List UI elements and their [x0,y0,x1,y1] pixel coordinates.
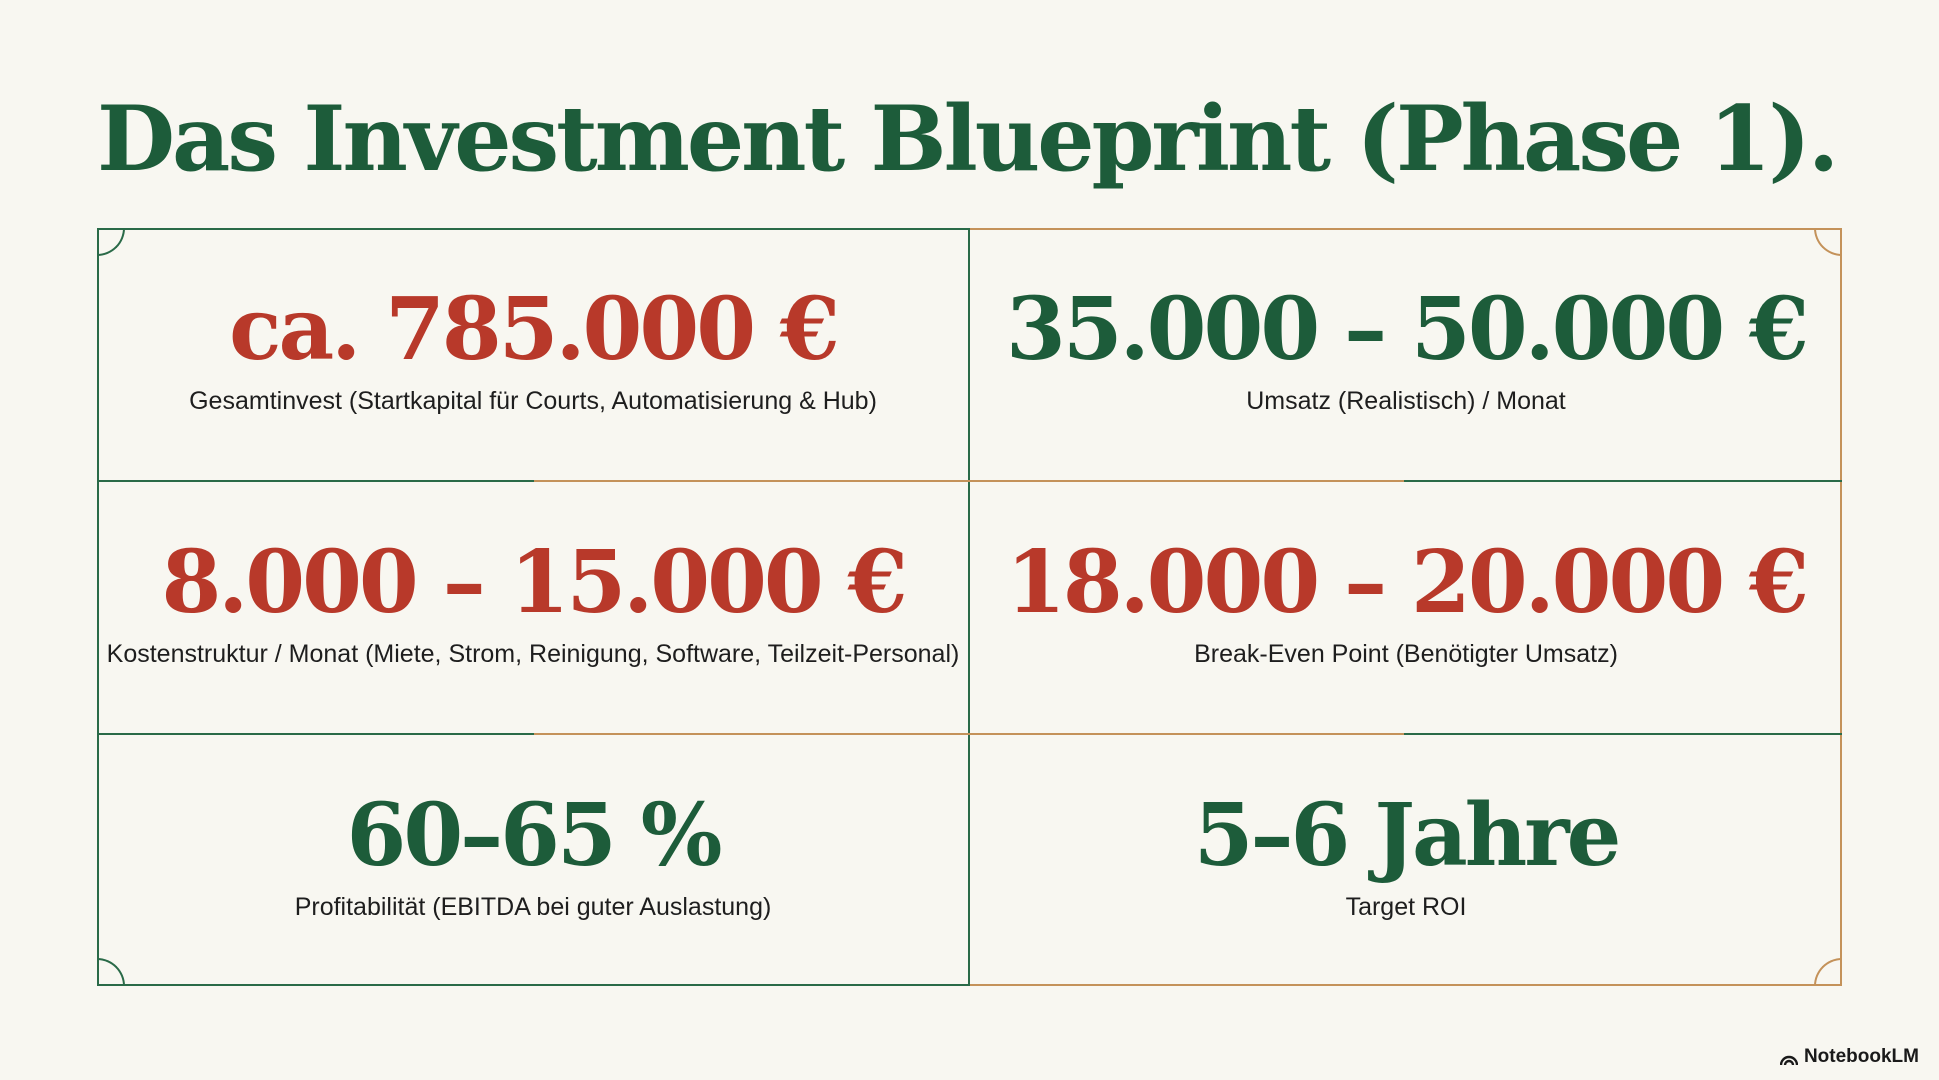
metric-label: Target ROI [1345,893,1467,921]
metric-value: 18.000 – 20.000 € [1006,532,1806,633]
metric-value: ca. 785.000 € [229,279,837,380]
metric-label: Break-Even Point (Benötigter Umsatz) [1194,640,1618,668]
metric-label: Profitabilität (EBITDA bei guter Auslastung) [294,893,772,921]
notebooklm-logo-icon [1780,1050,1798,1064]
metric-card-target-roi [970,734,1842,986]
metric-value: 60–65 % [346,785,720,886]
notebooklm-watermark [1780,1046,1919,1068]
metric-card-kostenstruktur [97,481,969,733]
metric-value: 35.000 – 50.000 € [1006,279,1806,380]
metric-value: 8.000 – 15.000 € [161,532,905,633]
metric-card-profitabilitaet [97,734,969,986]
metric-label: Gesamtinvest (Startkapital für Courts, Automatisierung & Hub) [189,387,877,415]
metrics-grid [97,228,1842,986]
metric-value: 5–6 Jahre [1193,785,1619,886]
metric-card-gesamtinvest [97,228,969,480]
brand-name: NotebookLM [1803,1046,1919,1067]
metric-card-break-even [970,481,1842,733]
metric-label: Umsatz (Realistisch) / Monat [1246,387,1566,415]
metric-label: Kostenstruktur / Monat (Miete, Strom, Reinigung, Software, Teilzeit-Personal) [106,640,960,668]
page-title: Das Investment Blueprint (Phase 1). [97,86,1837,192]
metric-card-umsatz [970,228,1842,480]
